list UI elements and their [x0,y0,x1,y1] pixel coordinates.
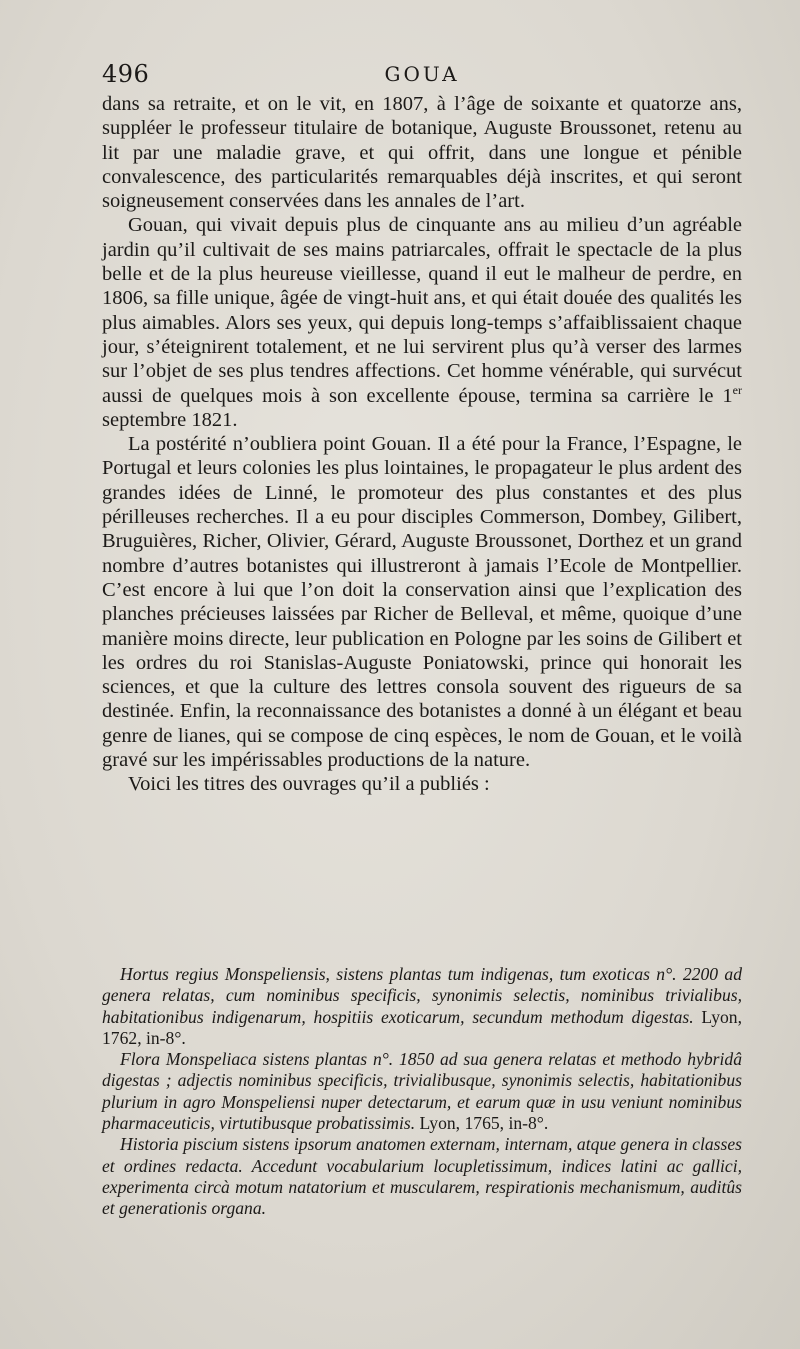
bibliography-title: Historia piscium sistens ipsorum anatomen externam, internam, atque genera in classes et ordines redacta. Accedunt vocabularium locupletissimum, indices latini ac gallici, experimenta circà motum natatorium et muscularem, respirationis mechanismum, auditûs et generationis organa. [102,1134,742,1219]
body-text [102,92,742,797]
paragraph-1: dans sa retraite, et on le vit, en 1807, à l’âge de soixante et quatorze ans, suppléer le professeur titulaire de botanique, Auguste Broussonet, retenu au lit par une maladie grave, et qui offrit, dans une longue et pénible convalescence, des particularités remarquables déjà inscrites, et qui seront soigneusement conservées dans les annales de l’art. [102,93,742,213]
paragraph-2-date: septembre 1821. [102,408,238,431]
bibliography-title: Flora Monspeliaca sistens plantas n°. 1850 ad sua genera relatas et methodo hybridâ digestas ; adjectis nominibus specificis, trivialibusque, synonimis selectis, habitationibus plurium in agro Monspeliensi nuper detectarum, et earum quæ in usu veniunt nominibus pharmaceuticis, virtutibusque probatissimis. [102,1049,742,1134]
bibliography-entry [102,1134,742,1219]
paragraph-2 [102,213,742,432]
paragraph-2-text: Gouan, qui vivait depuis plus de cinquante ans au milieu d’un agréable jardin qu’il cultivait de ses mains patriarcales, offrait le spectacle de la plus belle et de la plus heureuse vieillesse, quand il eut le malheur de perdre, en 1806, sa fille unique, âgée de vingt-huit ans, et qui était douée des qualités les plus aimables. Alors ses yeux, qui depuis long-temps s’affaiblissaient chaque jour, s’éteignirent totalement, et ne lui servirent plus qu’à verser des larmes sur l’objet de ses plus tendres affections. Cet homme vénérable, qui survécut aussi de quelques mois à son excellente épouse, termina sa carrière le 1 [102,214,742,407]
bibliography-entry [102,964,742,1049]
page-header [102,60,742,96]
bibliography-entry [102,1049,742,1134]
bibliography-imprint: Lyon, 1765, in-8°. [415,1113,549,1134]
bibliography-imprint: Lyon, 1762, in-8°. [102,1006,742,1048]
paragraph-3: La postérité n’oubliera point Gouan. Il a été pour la France, l’Espagne, le Portugal et leurs colonies les plus lointaines, le propagateur le plus ardent des grandes idées de Linné, le promoteur des plus constantes et des plus périlleuses recherches. Il a eu pour disciples Commerson, Dombey, Gilibert, Bruguières, Richer, Olivier, Gérard, Auguste Broussonet, Dorthez et un grand nombre d’autres botanistes qui illustreront à jamais l’Ecole de Montpellier. C’est encore à lui que l’on doit la conservation ainsi que l’explication des planches précieuses laissées par Richer de Belleval, et même, quoique d’une manière moins directe, leur publication en Pologne par les soins de Gilibert et les ordres du roi Stanislas-Auguste Poniatowski, prince qui honorait les sciences, et que la culture des lettres consola souvent des rigueurs de sa destinée. Enfin, la reconnaissance des botanistes a donné à un élégant et beau genre de lianes, qui se compose de cinq espèces, le nom de Gouan, et le voilà gravé sur les impérissables productions de la nature. [102,433,742,772]
paragraph-4: Voici les titres des ouvrages qu’il a publiés : [128,773,490,796]
running-title: GOUA [384,62,460,86]
page-number: 496 [102,60,150,88]
bibliography [102,964,742,1220]
bibliography-title: Hortus regius Monspeliensis, sistens plantas tum indigenas, tum exoticas n°. 2200 ad genera relatas, cum nominibus specificis, synonimis selectis, nominibus trivialibus, habitationibus indigenarum, hospitiis exoticarum, secundum methodum digestas. [102,964,742,1027]
ordinal-superscript: er [732,382,742,397]
